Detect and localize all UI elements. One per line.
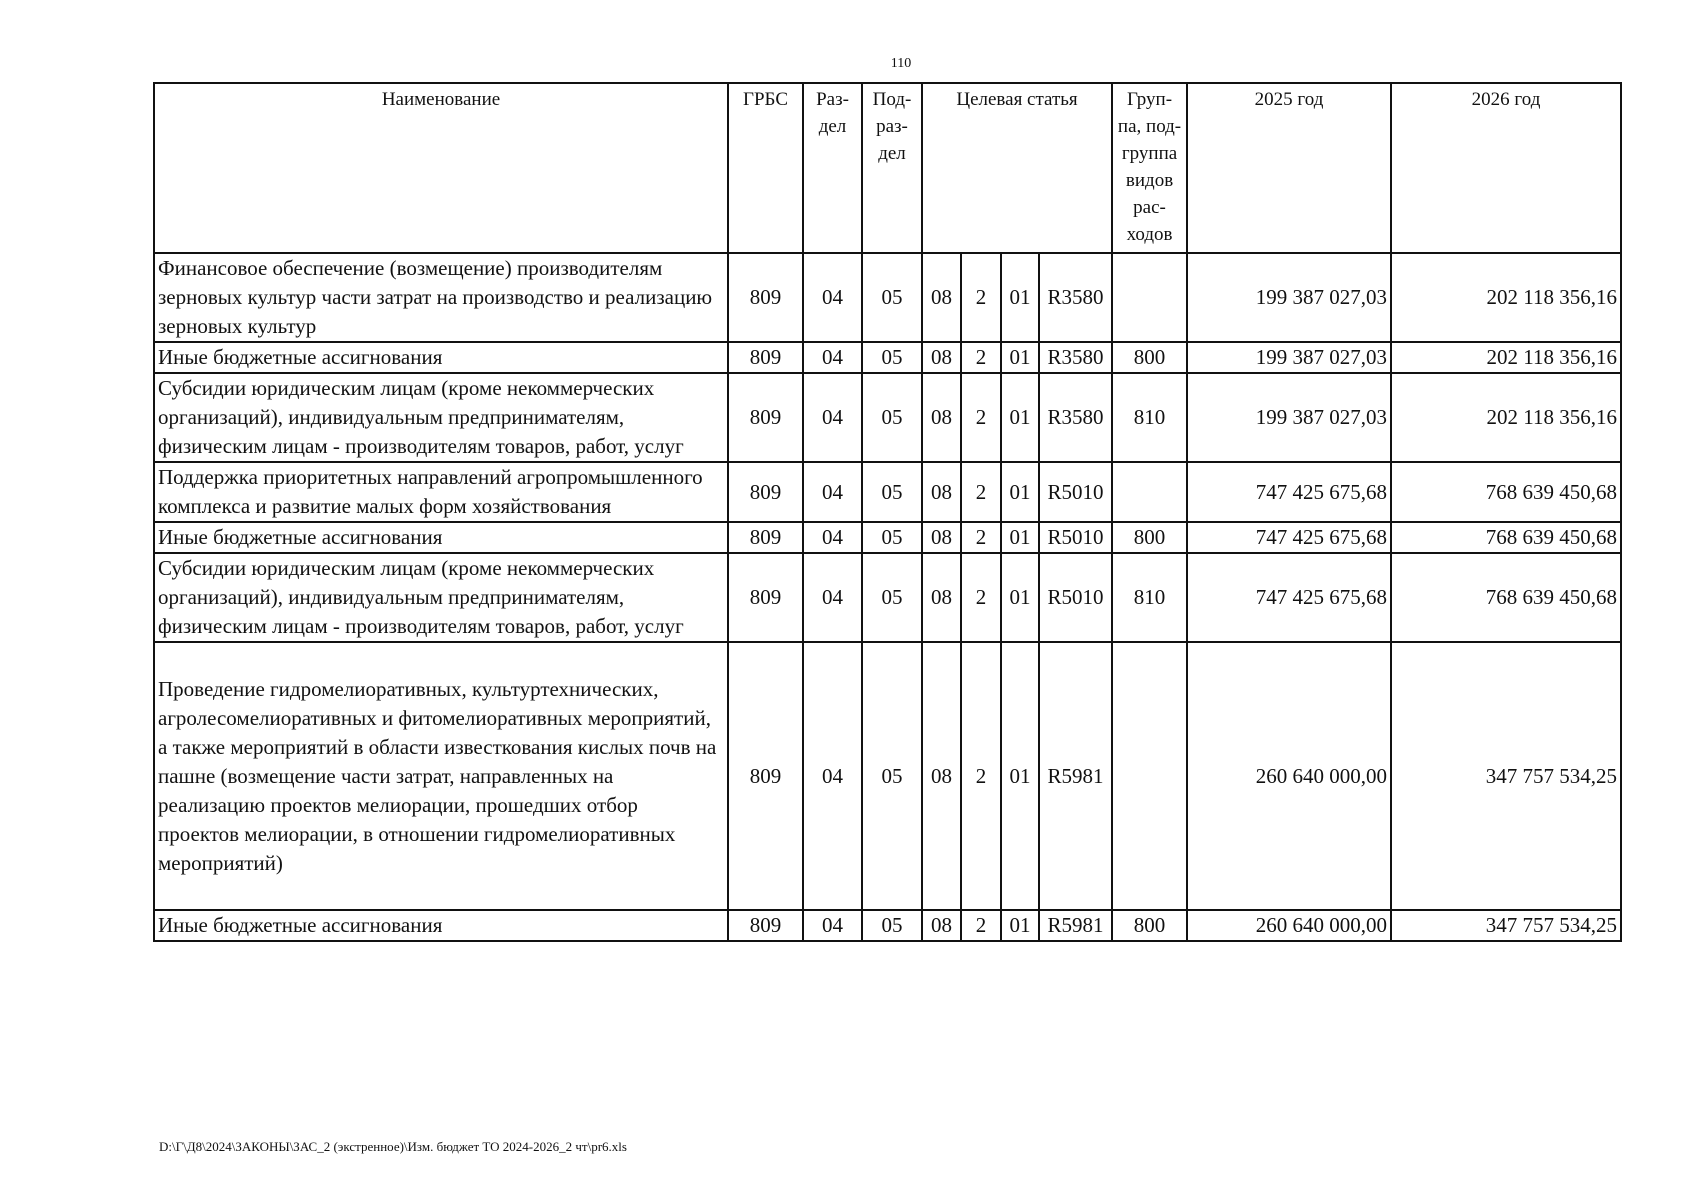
row-target-code: R5010: [1039, 522, 1112, 553]
row-amount-2025: 260 640 000,00: [1187, 642, 1391, 910]
row-grbs: 809: [728, 910, 803, 941]
row-amount-2025: 260 640 000,00: [1187, 910, 1391, 941]
row-target-event: 01: [1001, 553, 1039, 642]
row-target-event: 01: [1001, 642, 1039, 910]
row-amount-2026: 347 757 534,25: [1391, 910, 1621, 941]
row-name: Поддержка приоритетных направлений агропромышленного комплекса и развитие малых форм хозяйствования: [154, 462, 728, 522]
row-razdel: 04: [803, 910, 862, 941]
table-row: [154, 910, 1621, 941]
row-target-subprogram: 2: [961, 253, 1001, 342]
row-target-code: R5981: [1039, 910, 1112, 941]
row-grbs: 809: [728, 522, 803, 553]
table-row: [154, 342, 1621, 373]
table-row: [154, 522, 1621, 553]
row-name: Финансовое обеспечение (возмещение) производителям зерновых культур части затрат на производство и реализацию зерновых культур: [154, 253, 728, 342]
row-target-subprogram: 2: [961, 342, 1001, 373]
row-target-subprogram: 2: [961, 553, 1001, 642]
table-row: [154, 553, 1621, 642]
row-razdel: 04: [803, 553, 862, 642]
row-amount-2026: 202 118 356,16: [1391, 253, 1621, 342]
row-target-subprogram: 2: [961, 522, 1001, 553]
row-grbs: 809: [728, 462, 803, 522]
file-path-footer: D:\Г\Д8\2024\ЗАКОНЫ\ЗАС_2 (экстренное)\Изм. бюджет ТО 2024-2026_2 чт\pr6.xls: [159, 1139, 627, 1154]
row-podrazdel: 05: [862, 553, 922, 642]
row-podrazdel: 05: [862, 253, 922, 342]
row-amount-2026: 347 757 534,25: [1391, 642, 1621, 910]
table-row: [154, 253, 1621, 342]
row-target-event: 01: [1001, 522, 1039, 553]
row-target-program: 08: [922, 553, 961, 642]
row-target-subprogram: 2: [961, 642, 1001, 910]
header-podrazdel: Под-раз-дел: [862, 83, 922, 253]
row-podrazdel: 05: [862, 910, 922, 941]
row-target-event: 01: [1001, 253, 1039, 342]
row-grbs: 809: [728, 342, 803, 373]
row-target-code: R5010: [1039, 553, 1112, 642]
row-target-code: R3580: [1039, 253, 1112, 342]
row-target-subprogram: 2: [961, 910, 1001, 941]
row-amount-2025: 747 425 675,68: [1187, 522, 1391, 553]
row-grbs: 809: [728, 642, 803, 910]
row-expense-group: 800: [1112, 342, 1187, 373]
table-row: [154, 373, 1621, 462]
row-target-event: 01: [1001, 910, 1039, 941]
row-target-program: 08: [922, 462, 961, 522]
row-expense-group: 810: [1112, 553, 1187, 642]
row-podrazdel: 05: [862, 342, 922, 373]
row-target-program: 08: [922, 342, 961, 373]
row-amount-2025: 199 387 027,03: [1187, 253, 1391, 342]
row-target-subprogram: 2: [961, 373, 1001, 462]
row-expense-group: [1112, 462, 1187, 522]
row-razdel: 04: [803, 253, 862, 342]
header-target-article: Целевая статья: [922, 83, 1112, 253]
header-name: Наименование: [154, 83, 728, 253]
header-2025: 2025 год: [1187, 83, 1391, 253]
row-name: Иные бюджетные ассигнования: [154, 342, 728, 373]
row-amount-2025: 747 425 675,68: [1187, 462, 1391, 522]
row-target-event: 01: [1001, 342, 1039, 373]
row-amount-2026: 202 118 356,16: [1391, 373, 1621, 462]
row-target-event: 01: [1001, 373, 1039, 462]
row-expense-group: 810: [1112, 373, 1187, 462]
row-razdel: 04: [803, 522, 862, 553]
row-amount-2026: 202 118 356,16: [1391, 342, 1621, 373]
row-podrazdel: 05: [862, 642, 922, 910]
row-amount-2026: 768 639 450,68: [1391, 462, 1621, 522]
row-target-code: R5010: [1039, 462, 1112, 522]
row-target-code: R5981: [1039, 642, 1112, 910]
budget-table: [153, 82, 1622, 942]
row-target-code: R3580: [1039, 342, 1112, 373]
row-amount-2025: 199 387 027,03: [1187, 342, 1391, 373]
row-name: Иные бюджетные ассигнования: [154, 910, 728, 941]
page-number: 110: [890, 56, 912, 71]
row-name: Субсидии юридическим лицам (кроме некоммерческих организаций), индивидуальным предпринимателям, физическим лицам - производителям товаров, работ, услуг: [154, 553, 728, 642]
row-amount-2025: 199 387 027,03: [1187, 373, 1391, 462]
row-expense-group: 800: [1112, 522, 1187, 553]
row-grbs: 809: [728, 373, 803, 462]
header-grbs: ГРБС: [728, 83, 803, 253]
row-expense-group: [1112, 642, 1187, 910]
row-target-code: R3580: [1039, 373, 1112, 462]
row-razdel: 04: [803, 342, 862, 373]
row-target-program: 08: [922, 522, 961, 553]
row-name: Иные бюджетные ассигнования: [154, 522, 728, 553]
header-razdel: Раз-дел: [803, 83, 862, 253]
row-name: Проведение гидромелиоративных, культуртехнических, агролесомелиоративных и фитомелиоративных мероприятий, а также мероприятий в области известкования кислых почв на пашне (возмещение части затрат, направленных на реализацию проектов мелиорации, прошедших отбор проектов мелиорации, в отношении гидромелиоративных мероприятий): [154, 642, 728, 910]
row-razdel: 04: [803, 373, 862, 462]
table-row: [154, 642, 1621, 910]
row-amount-2026: 768 639 450,68: [1391, 553, 1621, 642]
row-target-event: 01: [1001, 462, 1039, 522]
row-target-subprogram: 2: [961, 462, 1001, 522]
row-name: Субсидии юридическим лицам (кроме некоммерческих организаций), индивидуальным предпринимателям, физическим лицам - производителям товаров, работ, услуг: [154, 373, 728, 462]
row-razdel: 04: [803, 642, 862, 910]
row-expense-group: 800: [1112, 910, 1187, 941]
row-target-program: 08: [922, 373, 961, 462]
row-expense-group: [1112, 253, 1187, 342]
row-target-program: 08: [922, 253, 961, 342]
row-podrazdel: 05: [862, 373, 922, 462]
row-amount-2025: 747 425 675,68: [1187, 553, 1391, 642]
header-expense-group: Груп-па, под-группа видов рас-ходов: [1112, 83, 1187, 253]
row-razdel: 04: [803, 462, 862, 522]
row-grbs: 809: [728, 553, 803, 642]
header-2026: 2026 год: [1391, 83, 1621, 253]
row-target-program: 08: [922, 910, 961, 941]
row-amount-2026: 768 639 450,68: [1391, 522, 1621, 553]
row-podrazdel: 05: [862, 462, 922, 522]
row-target-program: 08: [922, 642, 961, 910]
row-grbs: 809: [728, 253, 803, 342]
row-podrazdel: 05: [862, 522, 922, 553]
table-row: [154, 462, 1621, 522]
header-row: [154, 83, 1621, 253]
